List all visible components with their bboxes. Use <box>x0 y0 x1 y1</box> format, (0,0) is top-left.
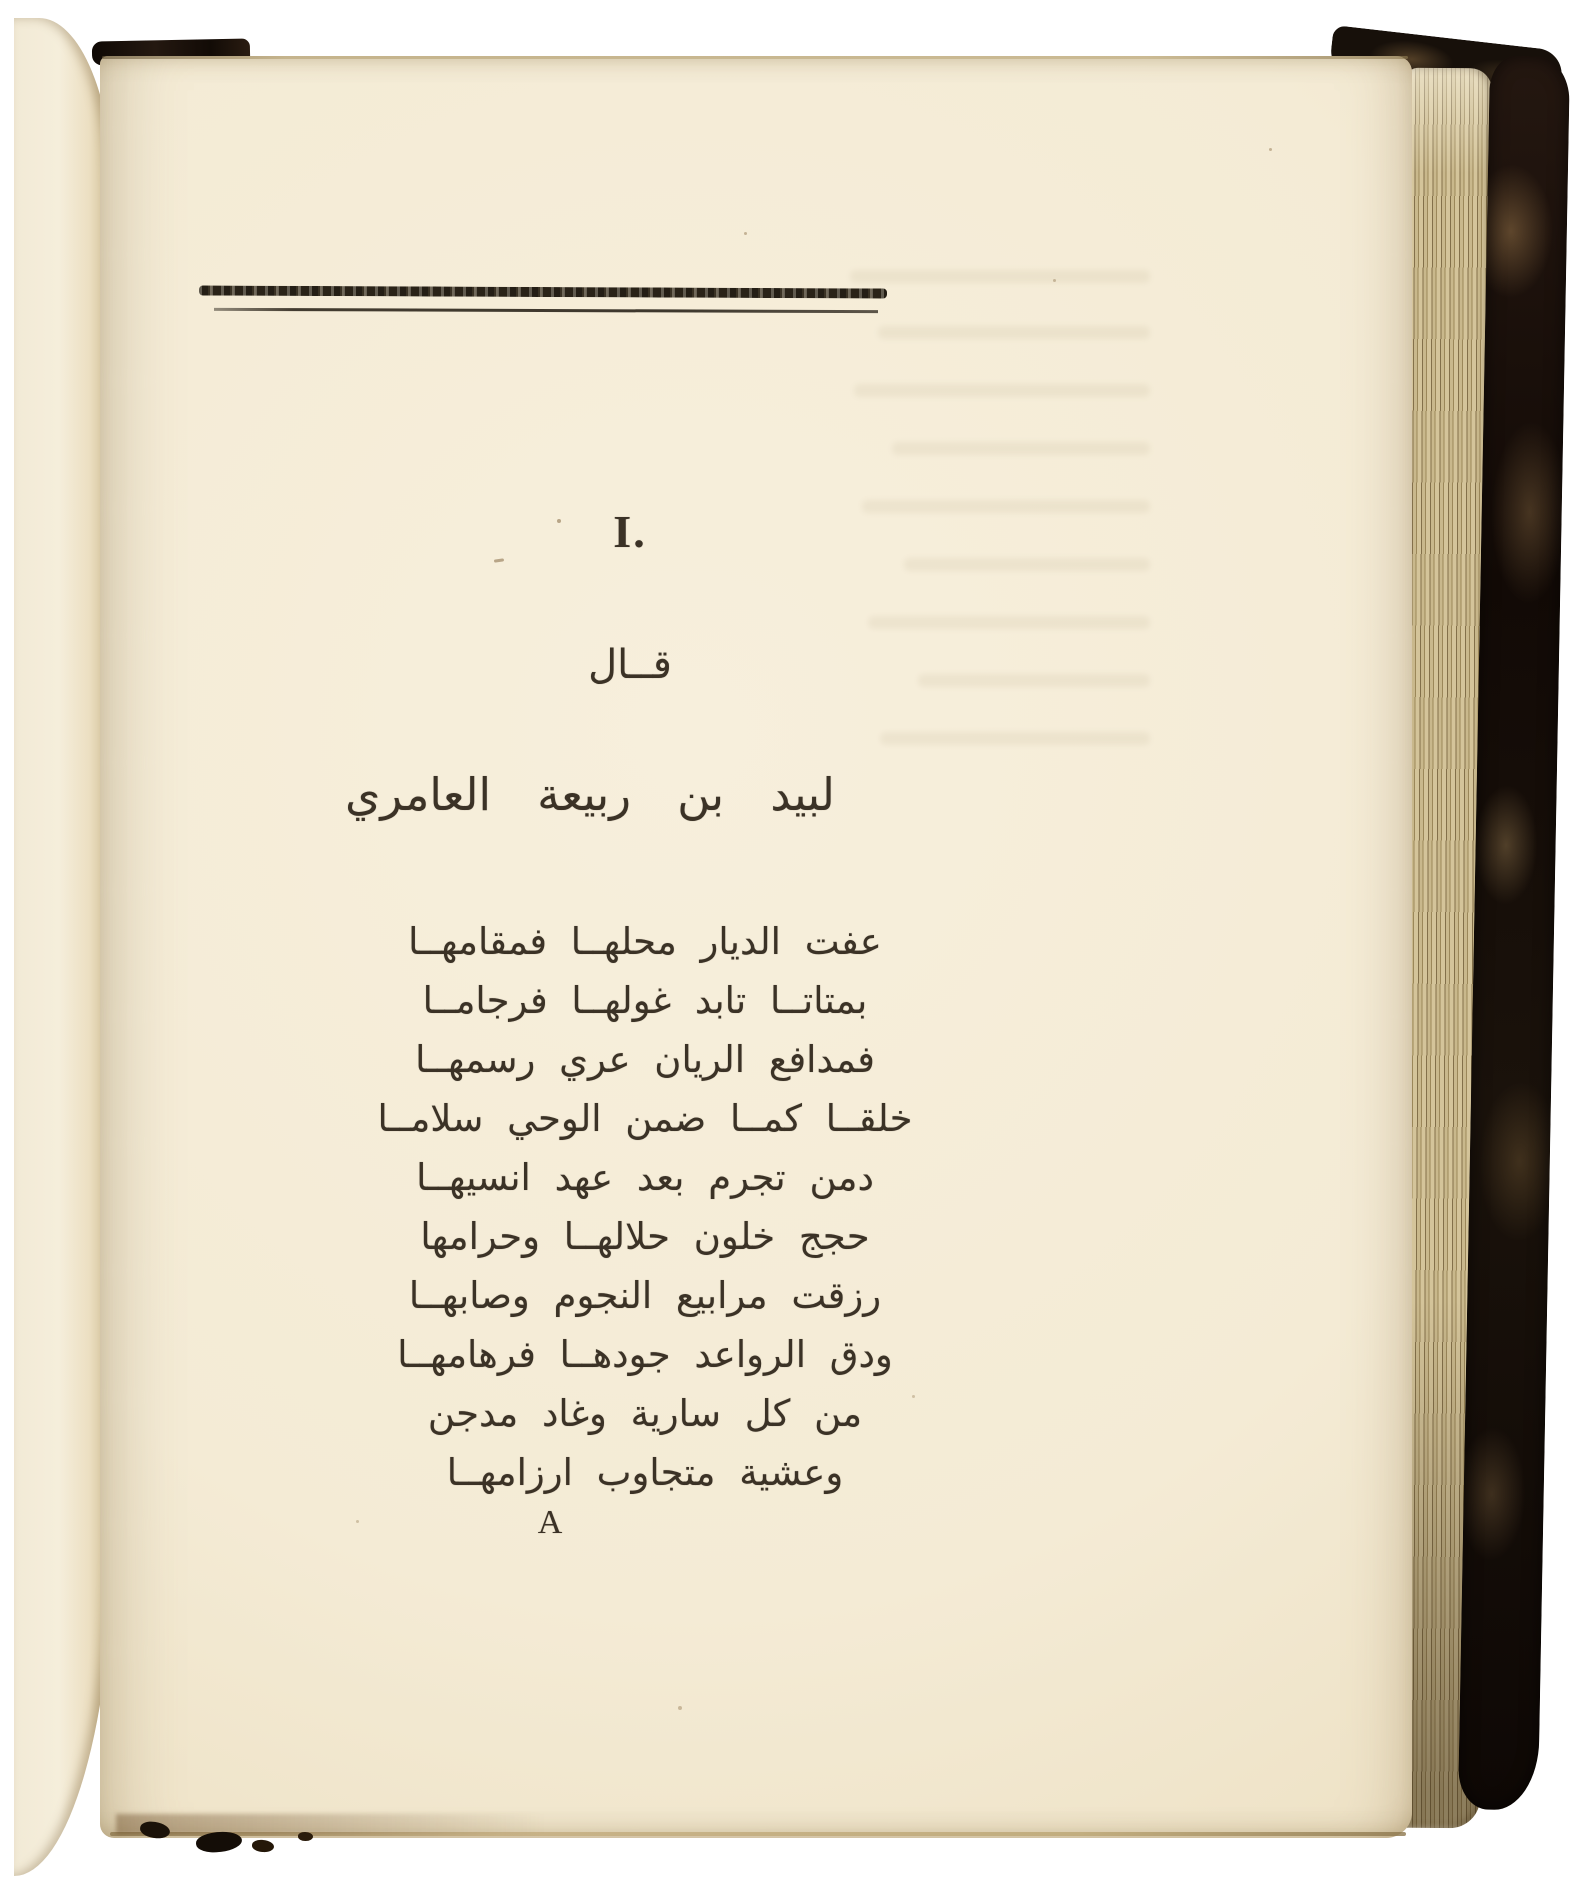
show-through-line <box>850 270 1150 283</box>
verse-line: ودق الرواعد جودهــا فرهامهــا <box>397 1333 893 1376</box>
verse-line: دمن تجرم بعد عهد انسيهــا <box>416 1156 874 1199</box>
verse-line: عفت الديار محلهــا فمقامهــا <box>408 920 882 963</box>
page-edge-stain <box>116 1814 546 1834</box>
show-through-line <box>880 732 1150 745</box>
verse-line: بمتاتــا تابد غولهــا فرجامــا <box>422 979 868 1022</box>
head-rule-thin <box>214 308 878 313</box>
foxing-speck <box>678 1706 682 1710</box>
verse-line: فمدافع الريان عري رسمهــا <box>415 1038 875 1081</box>
foxing-speck <box>1269 148 1272 151</box>
page-edge-chip <box>252 1839 275 1853</box>
signature-mark: A <box>537 1504 563 1541</box>
head-rule-thick <box>199 285 887 298</box>
show-through-line <box>878 326 1150 339</box>
foxing-speck <box>912 1395 915 1398</box>
foxing-speck <box>356 1520 359 1523</box>
foxing-speck <box>744 232 747 235</box>
section-number: I. <box>613 506 647 557</box>
book-page <box>100 56 1412 1838</box>
verse-line: وعشية متجاوب ارزامهــا <box>446 1451 844 1494</box>
show-through-line <box>868 616 1150 629</box>
show-through-line <box>892 442 1150 455</box>
verse-line: رزقت مرابيع النجوم وصابهــا <box>408 1274 882 1317</box>
show-through-line <box>854 384 1150 397</box>
page-top-edge <box>102 56 1408 59</box>
show-through-line <box>904 558 1150 571</box>
speaker-label: قــال <box>588 642 672 688</box>
foxing-speck <box>494 558 504 562</box>
foxing-speck <box>557 519 561 523</box>
page-edge-chip <box>298 1832 313 1841</box>
poem <box>145 912 1145 1502</box>
poet-name: لبيد بن ربيعة العامري <box>345 768 835 821</box>
facing-page-edge <box>14 18 114 1876</box>
verse-line: حجج خلون حلالهــا وحرامها <box>420 1215 870 1258</box>
verse-line: خلقــا كمــا ضمن الوحي سلامــا <box>377 1097 913 1140</box>
verse-line: من كل سارية وغاد مدجن <box>427 1392 863 1435</box>
foxing-speck <box>1053 279 1056 282</box>
